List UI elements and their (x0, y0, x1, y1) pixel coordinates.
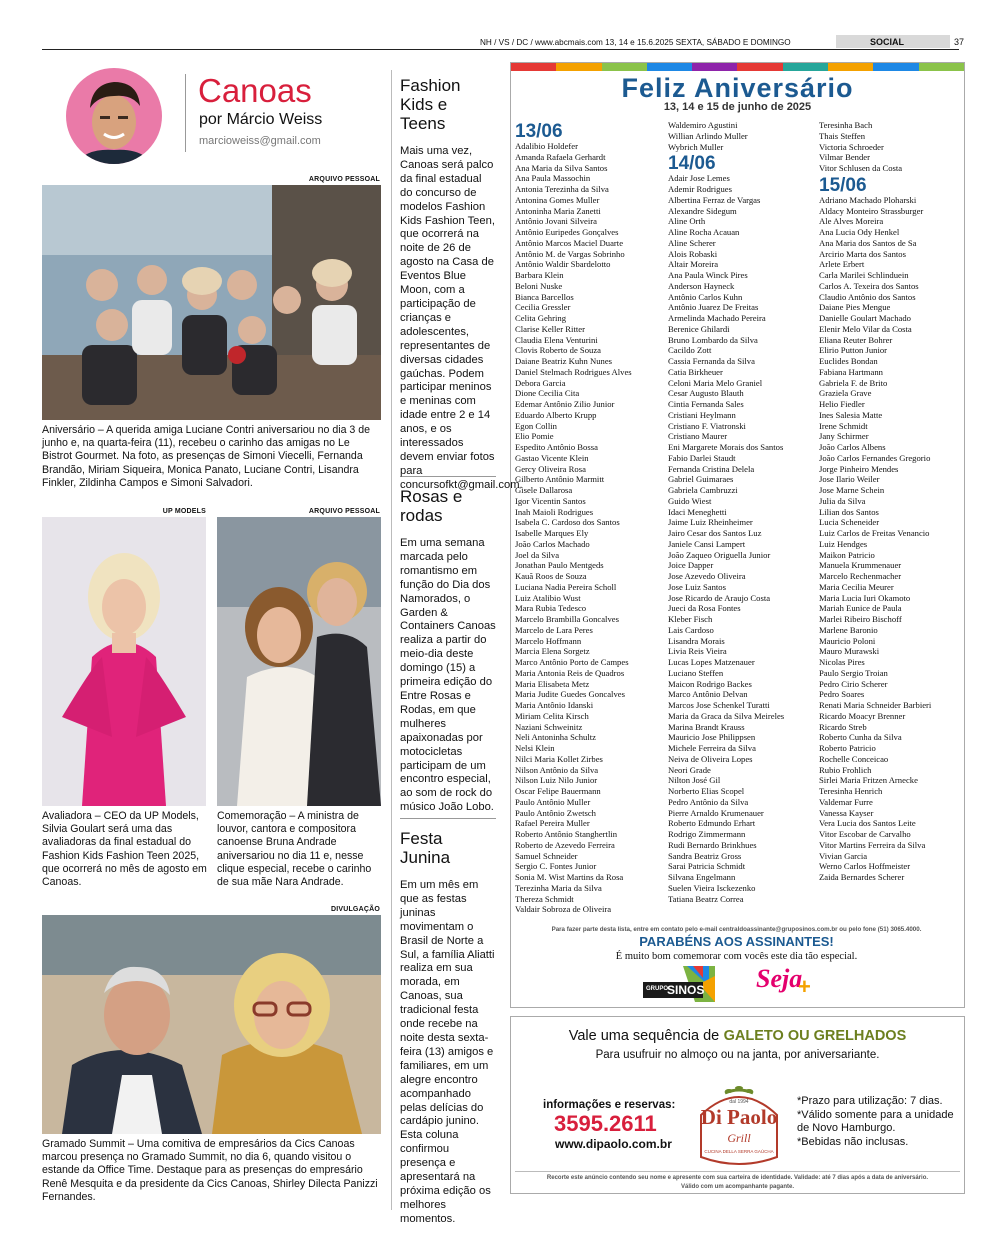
birthday-name: Igor Vicentin Santos (515, 495, 586, 506)
birthday-name: Isabelle Marques Ely (515, 528, 589, 538)
birthday-name: Jose Ilario Weiler (819, 474, 880, 485)
birthday-name: Catia Birkheuer (668, 366, 723, 377)
birthday-name: Cesar Augusto Blauth (668, 388, 744, 399)
birthday-name: Vitor Schlusen da Costa (819, 163, 903, 173)
birthday-name: Rudi Bernardo Brinkhues (668, 839, 757, 850)
birthday-name: João Zaqueo Origuella Junior (668, 549, 771, 560)
birthday-name: Bruno Lombardo da Silva (668, 334, 758, 345)
birthday-name: Elirio Putton Junior (819, 345, 888, 356)
color-stripe-segment (919, 63, 964, 71)
birthday-name: Nicolas Pires (819, 657, 865, 667)
ad-notes (797, 1095, 957, 1149)
ad-footer: Válido com um acompanhante pagante. (680, 1184, 795, 1190)
birthday-name: Luiz Atalibio Wust (515, 592, 581, 603)
ad-headline-highlight: GALETO OU GRELHADOS (723, 1028, 907, 1044)
birthday-name: Marina Brandt Krauss (668, 721, 745, 732)
color-stripe-segment (692, 63, 737, 71)
birthday-name: João Carlos Fernandes Gregorio (819, 452, 931, 463)
birthday-name: Teresinha Henrich (819, 786, 883, 796)
birthday-name: Julia da Silva (819, 495, 866, 506)
model-photo (42, 517, 206, 806)
column-title: Canoas (198, 72, 312, 109)
birthday-name: Maikon Patricio (819, 549, 875, 560)
logo-grupo: GRUPO (646, 986, 669, 992)
birthday-name: Pedro Soares (819, 689, 865, 700)
birthday-name: Maria Elisabeta Metz (515, 678, 590, 689)
birthday-name: Cassia Fernanda da Silva (668, 356, 755, 366)
birthday-name: Pedro Antônio da Silva (668, 796, 749, 807)
birthday-name: Neiva de Oliveira Lopes (668, 753, 753, 764)
birthday-name: Paulo Antônio Zwetsch (515, 807, 596, 818)
birthday-name: Arcirio Marta dos Santos (819, 248, 906, 259)
column-divider (391, 70, 392, 1210)
birthday-name: Neori Grade (668, 764, 711, 775)
birthday-name: Willian Arlindo Muller (668, 130, 748, 141)
birthday-name: Antônio Carlos Kuhn (668, 291, 743, 302)
birthday-name: Marcelo Brambilla Goncalves (515, 614, 619, 624)
birthday-name: Marcelo Hoffmann (515, 635, 582, 646)
color-stripe-segment (602, 63, 647, 71)
birthday-name: Terezinha Maria da Silva (515, 882, 602, 893)
birthday-name: Mauricio Poloni (819, 635, 876, 646)
logo-tag: CUCINA DELLA SERRA GAÚCHA (704, 1149, 774, 1154)
birthday-name: Nelsi Klein (515, 743, 555, 753)
contact-note: Para fazer parte desta lista, entre em contato pelo e-mail centraldoassinante@gruposinos.com.br ou pelo fone (51) 3065.4000. (551, 926, 922, 933)
birthday-name: Adalibio Holdefer (515, 141, 578, 151)
birthday-name: Ademir Rodrigues (668, 184, 732, 194)
birthday-name: Aline Orth (668, 216, 706, 227)
birthday-name: Vera Lucia dos Santos Leite (819, 818, 916, 829)
birthday-list-column (515, 120, 632, 915)
birthday-name: Maria Cecilia Meurer (819, 581, 894, 592)
birthday-name: Bianca Barcellos (515, 291, 574, 302)
ad-footer: Recorte este anúncio contendo seu nome e apresente com sua carteira de identidade. Validade: até 7 dias após a data de aniversário. (546, 1175, 929, 1181)
birthday-name: João Carlos Machado (515, 538, 590, 549)
article-rule (400, 818, 496, 819)
birthday-name: Kleber Fisch (668, 614, 713, 624)
birthday-name: Aline Rocha Acauan (668, 227, 740, 237)
birthday-name: Cacildo Zott (668, 345, 712, 356)
birthday-name: Daiane Pies Mengue (819, 302, 891, 313)
birthday-name: Celita Gehring (515, 313, 567, 323)
birthday-name: Jorge Pinheiro Mendes (819, 463, 899, 474)
birthday-name: Lisandra Morais (668, 635, 725, 646)
birthday-name: Waldemiro Agustini (668, 120, 738, 130)
birthday-name: Roberto de Azevedo Ferreira (515, 839, 615, 850)
seja-logo (756, 964, 816, 1004)
logo-sub: Grill (727, 1131, 751, 1145)
birthday-name: Antonina Gomes Muller (515, 194, 600, 205)
birthday-name: Antônio Waldir Sbardelotto (515, 259, 611, 270)
color-stripe-segment (511, 63, 556, 71)
birthday-name: Eduardo Alberto Krupp (515, 409, 597, 420)
birthday-name: Daiane Beatriz Kuhn Nunes (515, 356, 612, 366)
photo-credit: ARQUIVO PESSOAL (308, 508, 380, 515)
birthday-name: Sirlei Maria Fritzen Arnecke (819, 775, 918, 786)
column-byline: por Márcio Weiss (199, 111, 323, 128)
birthday-name: Thais Steffen (819, 130, 866, 141)
birthday-name: Joel da Silva (515, 549, 560, 560)
birthday-name: Clovis Roberto de Souza (515, 345, 602, 356)
birthday-name: Ana Maria da Silva Santos (515, 162, 608, 173)
birthday-name: Fernanda Cristina Delela (668, 463, 755, 474)
birthday-name: Lucas Lopes Matzenauer (668, 657, 755, 667)
birthday-name: Amanda Rafaela Gerhardt (515, 151, 606, 162)
birthday-name: Jose Marne Schein (819, 485, 885, 495)
birthday-name: Wybrich Muller (668, 141, 724, 152)
birthday-name: Edemar Antônio Zilio Junior (515, 399, 615, 409)
birthday-name: Barbara Klein (515, 270, 564, 280)
group-photo (42, 185, 381, 420)
birthday-name: Thereza Schmidt (515, 893, 574, 904)
congrats-banner: PARABÉNS AOS ASSINANTES! (639, 934, 834, 949)
birthday-name: Silvana Engelmann (668, 872, 736, 882)
birthday-name: Antônio Marcos Maciel Duarte (515, 237, 624, 248)
birthday-name: Michele Ferreira da Silva (668, 743, 756, 753)
article-body: Mais uma vez, Canoas será palco da final estadual do concurso de modelos Fashion Kids Fashion Teen, que ocorrerá na noite de 26 de agosto na Casa de Eventos Blue Moon, com a participação de crianças e adolescentes, representantes de diversas cidades gaúchas. Podem participar meninos e meninas com idade entre 2 e 14 anos, e os interessados devem enviar fotos para concursofkt@gmail.com. (400, 145, 523, 491)
article (400, 829, 496, 1227)
color-stripe-segment (828, 63, 873, 71)
article (400, 487, 496, 818)
article (400, 76, 523, 491)
birthday-name: Gercy Oliveira Rosa (515, 463, 586, 474)
birthday-name: Renati Maria Schneider Barbieri (819, 700, 932, 710)
birthday-name: Mauricio Jose Philippsen (668, 732, 756, 743)
logo-since: dal 1994 (729, 1099, 749, 1105)
article-title: Rosas e rodas (400, 487, 463, 525)
birthday-name: Eliana Reuter Bohrer (819, 334, 893, 345)
birthday-name: Neli Antoninha Schultz (515, 732, 596, 743)
birthday-name: Debora Garcia (515, 377, 566, 388)
birthday-name: Elenir Melo Vilar da Costa (819, 323, 912, 334)
gruposinos-logo (643, 966, 715, 1002)
birthday-name: Berenice Ghilardi (668, 323, 730, 334)
articles-column (400, 76, 523, 1227)
birthday-title: Feliz Aniversário (621, 73, 854, 103)
birthday-name: João Carlos Albens (819, 442, 886, 452)
birthday-name: Altair Moreira (668, 259, 719, 270)
ad-website: www.dipaolo.com.br (555, 1137, 672, 1151)
birthday-name: Lucia Scheneider (819, 517, 880, 528)
birthday-name: Gabriela Cambruzzi (668, 485, 738, 495)
birthday-name: Nilton José Gil (668, 775, 721, 786)
birthday-name: Werno Carlos Hoffmeister (819, 861, 911, 872)
birthday-name: Pedro Cirio Scherer (819, 678, 888, 689)
birthday-name: Suelen Vieira Isckezenko (668, 882, 756, 893)
birthday-name: Marcos Jose Schenkel Turatti (668, 700, 770, 710)
birthday-subtitle: 13, 14 e 15 de junho de 2025 (663, 101, 812, 113)
birthday-name: Janiele Cansi Lampert (668, 538, 746, 549)
birthday-name: Daniel Stelmach Rodrigues Alves (515, 366, 632, 377)
color-stripe-segment (556, 63, 601, 71)
header-page-number: 37 (954, 37, 965, 47)
birthday-name: Maria Judite Guedes Goncalves (515, 689, 625, 700)
birthday-name: Albertina Ferraz de Vargas (668, 194, 761, 205)
article-title: Fashion Kids e Teens (400, 76, 461, 133)
birthday-name: Samuel Schneider (515, 850, 578, 861)
article-body: Em uma semana marcada pelo romantismo em função do Dia dos Namorados, o Garden & Containers Canoas realiza a partir do meio-dia deste domingo (15) a primeira edição do Entre Rosas e Rodas, em que mulheres apaixonadas por motocicletas participam de um encontro especial, ao som de rock do músico João Lobo. (400, 537, 496, 814)
ad-subline: Para usufruir no almoço ou na janta, por aniversariante. (595, 1049, 880, 1061)
logo-seja: Seja (756, 964, 803, 993)
birthday-name: Jairo Cesar dos Santos Luz (668, 528, 762, 538)
birthday-name: Cintia Fernanda Sales (668, 399, 744, 409)
birthday-name: Victoria Schroeder (819, 141, 884, 152)
ad-info-label: informações e reservas: (543, 1099, 676, 1111)
ad-headline-pre: Vale uma sequência de (568, 1028, 720, 1044)
birthday-name: Egon Collin (515, 420, 557, 431)
birthday-name: Gabriela F. de Brito (819, 377, 888, 388)
birthday-list-column (819, 120, 931, 883)
birthday-name: Lilian dos Santos (819, 506, 879, 517)
birthday-name: Gilberto Antônio Marmitt (515, 474, 605, 485)
birthday-name: Gabriel Guimaraes (668, 474, 734, 485)
birthday-name: Rochelle Conceicao (819, 753, 889, 764)
birthday-name: Marlei Ribeiro Bischoff (819, 614, 902, 624)
birthday-name: Cecilia Gressler (515, 302, 571, 313)
birthday-name: Ricardo Streb (819, 721, 867, 732)
birthday-name: Rodrigo Zimmermann (668, 829, 746, 839)
birthday-name: Tatiana Beatrz Correa (668, 893, 744, 904)
birthday-name: Inah Maioli Rodrigues (515, 506, 594, 517)
color-stripe-segment (783, 63, 828, 71)
photo-caption: Aniversário – A querida amiga Luciane Contri aniversariou no dia 3 de junho e, na quarta-feira (11), recebeu o carinho das amigas no Le Bistrot Gourmet. Na foto, as presenças de Simoni Viecelli, Fernanda Brandão, Miriam Siqueira, Monica Panato, Luciane Contri, Lisandra Finkler, Zildinha Campos e Simoni Salvadori. (42, 424, 371, 489)
birthday-name: Ale Alves Moreira (819, 216, 884, 227)
birthday-name: Paulo Antônio Muller (515, 796, 591, 807)
birthday-name: Joice Dapper (668, 560, 714, 571)
birthday-name: Jonathan Paulo Mentgeds (515, 560, 604, 571)
birthday-name: Teresinha Bach (819, 120, 873, 130)
birthday-name: Paulo Sergio Troian (819, 667, 888, 678)
birthday-name: Adair Jose Lemes (668, 173, 730, 184)
birthday-name: Jose Ricardo de Araujo Costa (668, 592, 771, 603)
birthday-name: Mauro Murawski (819, 646, 880, 657)
birthday-name: Celoni Maria Melo Graniel (668, 377, 763, 388)
birthday-date-heading: 14/06 (668, 153, 716, 175)
birthday-name: Vitor Martins Ferreira da Silva (819, 839, 926, 850)
birthday-name: Valdemar Furre (819, 796, 873, 807)
birthday-name: Antonia Terezinha da Silva (515, 184, 609, 194)
birthday-name: Antônio Juarez De Freitas (668, 302, 759, 313)
birthday-name: Ana Paula Winck Pires (668, 270, 748, 280)
logo-name: Di Paolo (700, 1105, 778, 1129)
birthday-name: Mariah Eunice de Paula (819, 603, 902, 614)
header-rule (42, 49, 959, 50)
birthday-name: Jany Schirmer (819, 431, 869, 442)
birthday-name: Claudio Antônio dos Santos (819, 291, 916, 302)
birthday-name: Guido Wiest (668, 495, 712, 506)
birthday-name: Beloni Nuske (515, 280, 563, 291)
birthday-name: Vitor Escobar de Carvalho (819, 829, 911, 839)
birthday-name: Kauã Roos de Souza (515, 571, 587, 581)
ad-note: *Bebidas não inclusas. (797, 1135, 909, 1148)
birthday-name: Carla Marilei Schlinduein (819, 270, 909, 280)
birthday-name: Arlete Erbert (819, 259, 865, 270)
birthday-name: Antônio M. de Vargas Sobrinho (515, 248, 625, 259)
birthday-name: Antoninha Maria Zanetti (515, 205, 601, 216)
birthday-name: Eni Margarete Morais dos Santos (668, 442, 784, 452)
birthday-name: Roberto Edmundo Erhart (668, 818, 756, 829)
color-stripe-segment (737, 63, 782, 71)
birthday-name: Nilson Luiz Nilo Junior (515, 775, 598, 786)
birthday-name: Isabela C. Cardoso dos Santos (515, 517, 620, 528)
birthday-name: Aline Scherer (668, 237, 716, 248)
birthday-name: Vanessa Kayser (819, 807, 874, 818)
birthday-name: Aldacy Monteiro Strassburger (819, 205, 924, 216)
column-email: marcioweiss@gmail.com (199, 135, 321, 147)
birthday-date-heading: 13/06 (515, 121, 563, 142)
birthday-name: Sergio C. Fontes Junior (515, 861, 597, 872)
birthday-name: Euclides Bondan (819, 356, 878, 366)
birthday-name: Maria da Graca da Silva Meireles (668, 710, 785, 721)
birthday-name: Roberto Patricio (819, 743, 876, 753)
birthday-name: Jose Luiz Santos (668, 581, 726, 592)
birthday-name: Gisele Dallarosa (515, 485, 573, 495)
dipaolo-ad (510, 1016, 965, 1194)
color-stripe-segment (647, 63, 692, 71)
photo-credit: ARQUIVO PESSOAL (308, 176, 380, 183)
author-avatar (66, 68, 162, 164)
birthday-name: Sonia M. Wist Martins da Rosa (515, 872, 624, 882)
birthday-date-heading: 15/06 (819, 174, 867, 196)
photo-caption: Avaliadora – CEO da UP Models, Silvia Goulart será uma das avaliadoras da final estadual do Fashion Kids Fashion Teen 2025, que ocorrerá no mês de agosto em Canoas. (42, 810, 207, 889)
birthday-name: Manuela Krummenauer (819, 560, 902, 571)
birthday-name: Roberto Cunha da Silva (819, 732, 902, 743)
birthday-name: Marcelo de Lara Peres (515, 624, 593, 635)
summit-photo (42, 915, 381, 1134)
birthday-tagline: É muito bom comemorar com vocês este dia tão especial. (615, 951, 858, 962)
birthday-name: Norberto Elias Scopel (668, 786, 745, 796)
birthday-name: Claudia Elena Venturini (515, 334, 598, 345)
birthday-name: Elio Pomie (515, 431, 554, 442)
article-body: Em um mês em que as festas juninas movimentam o Brasil de Norte a Sul, a família Aliatti realiza em sua morada, em Canoas, sua tradicional festa onde recebe na noite desta sexta-feira (13) amigos e familiares, em um alegre encontro acompanhado pelas delícias do cardápio junino. Esta coluna confirmou presença e apresentará na próxima edição os melhores momentos. (400, 879, 495, 1225)
birthday-name: Anderson Hayneck (668, 280, 735, 291)
birthday-name: Rubio Frohlich (819, 764, 872, 775)
birthday-name: Ines Salesia Matte (819, 409, 883, 420)
birthday-name: Mara Rubia Tedesco (515, 603, 587, 614)
birthday-name: Alexandre Sidegum (668, 205, 737, 216)
birthday-name: Luiz Hendges (819, 538, 868, 549)
birthday-name: Danielle Goulart Machado (819, 313, 911, 323)
ad-headline (511, 1027, 964, 1045)
birthday-name: Marco Antônio Porto de Campes (515, 657, 629, 667)
birthday-name: Maria Antônio Idanski (515, 700, 594, 710)
birthday-name: Naziani Schweinitz (515, 721, 583, 732)
birthday-name: Marcia Elena Sorgetz (515, 646, 590, 657)
birthday-name: Nilci Maria Kollet Zirbes (515, 753, 603, 764)
birthday-name: Sarai Patricia Schmidt (668, 861, 746, 872)
birthday-name: Antônio Euripedes Gonçalves (515, 227, 619, 237)
singer-photo (217, 517, 381, 806)
birthday-name: Pierre Arnaldo Krumenauer (668, 807, 764, 818)
birthday-name: Espedito Antônio Bossa (515, 442, 598, 452)
color-stripe (511, 63, 964, 71)
ad-note: *Prazo para utilização: 7 dias. (797, 1095, 943, 1107)
logo-sinos: SINOS (667, 983, 705, 997)
birthday-name: Maria Lucia Iuri Okamoto (819, 592, 911, 603)
birthday-name: Marlene Baronio (819, 624, 878, 635)
color-stripe-segment (873, 63, 918, 71)
birthday-name: Maria Antonia Reis de Quadros (515, 667, 625, 678)
photo-credit: UP MODELS (162, 508, 206, 515)
birthday-name: Alois Robaski (668, 248, 718, 259)
birthday-name: Livia Reis Vieira (668, 646, 727, 657)
birthday-name: Cristiano F. Viatronski (668, 420, 746, 431)
birthday-name: Dione Cecilia Cita (515, 388, 580, 399)
birthday-name: Antônio Jovani Silveira (515, 216, 597, 227)
birthday-name: Clarise Keller Ritter (515, 323, 585, 334)
birthday-name: Armelinda Machado Pereira (668, 313, 766, 323)
birthday-name: Carlos A. Texeira dos Santos (819, 280, 919, 291)
birthday-name: Vilmar Bender (819, 152, 870, 163)
birthday-name: Cristiano Maurer (668, 431, 728, 442)
birthday-name: Luciano Steffen (668, 667, 724, 678)
birthday-name: Rafael Pereira Muller (515, 818, 590, 829)
birthday-name: Ana Paula Massochin (515, 173, 591, 184)
birthday-name: Luciana Nadia Pereira Scholl (515, 581, 617, 592)
birthday-name: Valdair Sobroza de Oliveira (515, 904, 612, 915)
article-title: Festa Junina (400, 829, 451, 867)
birthday-name: Sandra Beatriz Gross (668, 850, 742, 861)
page-header (0, 0, 1006, 52)
photo-credit: DIVULGAÇÃO (330, 906, 380, 913)
birthday-list-column (668, 120, 784, 904)
birthday-name: Zaida Bernardes Scherer (819, 872, 905, 882)
header-section: SOCIAL (870, 37, 905, 47)
ad-divider (515, 1171, 960, 1172)
birthday-name: Ricardo Moacyr Brenner (819, 710, 906, 721)
birthday-name: Irene Schmidt (819, 420, 868, 431)
birthday-name: Adriano Machado Ploharski (819, 194, 917, 205)
ad-phone: 3595.2611 (554, 1111, 657, 1136)
birthday-name: Ana Maria dos Santos de Sa (819, 237, 917, 248)
birthday-name: Graziela Grave (819, 388, 872, 399)
birthday-name: Miriam Celita Kirsch (515, 710, 589, 721)
birthday-name: Jose Azevedo Oliveira (668, 571, 746, 581)
birthday-name: Maicon Rodrigo Backes (668, 678, 752, 689)
dipaolo-logo (691, 1079, 787, 1167)
birthday-name: Lais Cardoso (668, 624, 714, 635)
birthday-name: Nilson Antônio da Silva (515, 764, 599, 775)
birthday-name: Oscar Felipe Bauermann (515, 786, 601, 796)
birthday-name: Gastao Vicente Klein (515, 452, 589, 463)
photo-caption: Gramado Summit – Uma comitiva de empresários da Cics Canoas marcou presença no Gramado Summit, no dia 6, quando visitou o estande da Office Time. Destaque para as presenças do empresário Renê Mesquita e da presidente da Cics Canoas, Shirley Dilecta Panizzi Fernandes. (42, 1138, 378, 1203)
birthday-name: Ana Lucia Ody Henkel (819, 227, 900, 237)
birthday-name: Jaime Luiz Rheinheimer (668, 517, 753, 528)
birthday-name: Marco Antônio Delvan (668, 689, 748, 700)
birthday-name: Fabiana Hartmann (819, 366, 883, 377)
header-edition: NH / VS / DC / www.abcmais.com 13, 14 e 15.6.2025 SEXTA, SÁBADO E DOMINGO (480, 38, 791, 47)
birthday-name: Cristiani Heylmann (668, 409, 736, 420)
birthday-name: Roberto Antônio Stanghertlin (515, 829, 618, 839)
masthead-divider (185, 74, 186, 152)
birthday-name: Fabio Darlei Staudt (668, 452, 736, 463)
birthday-name: Vivian Garcia (819, 850, 868, 861)
birthday-name: Helio Fiedler (819, 399, 865, 409)
birthday-name: Marcelo Rechenmacher (819, 571, 902, 581)
photo-caption: Comemoração – A ministra de louvor, cantora e compositora canoense Bruna Andrade aniversariou no dia 11 e, nesse clique especial, recebe o carinho de sua mãe Nara Andrade. (217, 810, 372, 889)
logo-plus: + (798, 974, 811, 999)
birthday-name: Jueci da Rosa Fontes (668, 603, 741, 614)
birthday-name: Luiz Carlos de Freitas Venancio (819, 528, 930, 538)
ad-note: *Válido somente para a unidade de Novo Hamburgo. (797, 1108, 954, 1134)
birthday-name: Idaci Meneghetti (668, 506, 727, 517)
